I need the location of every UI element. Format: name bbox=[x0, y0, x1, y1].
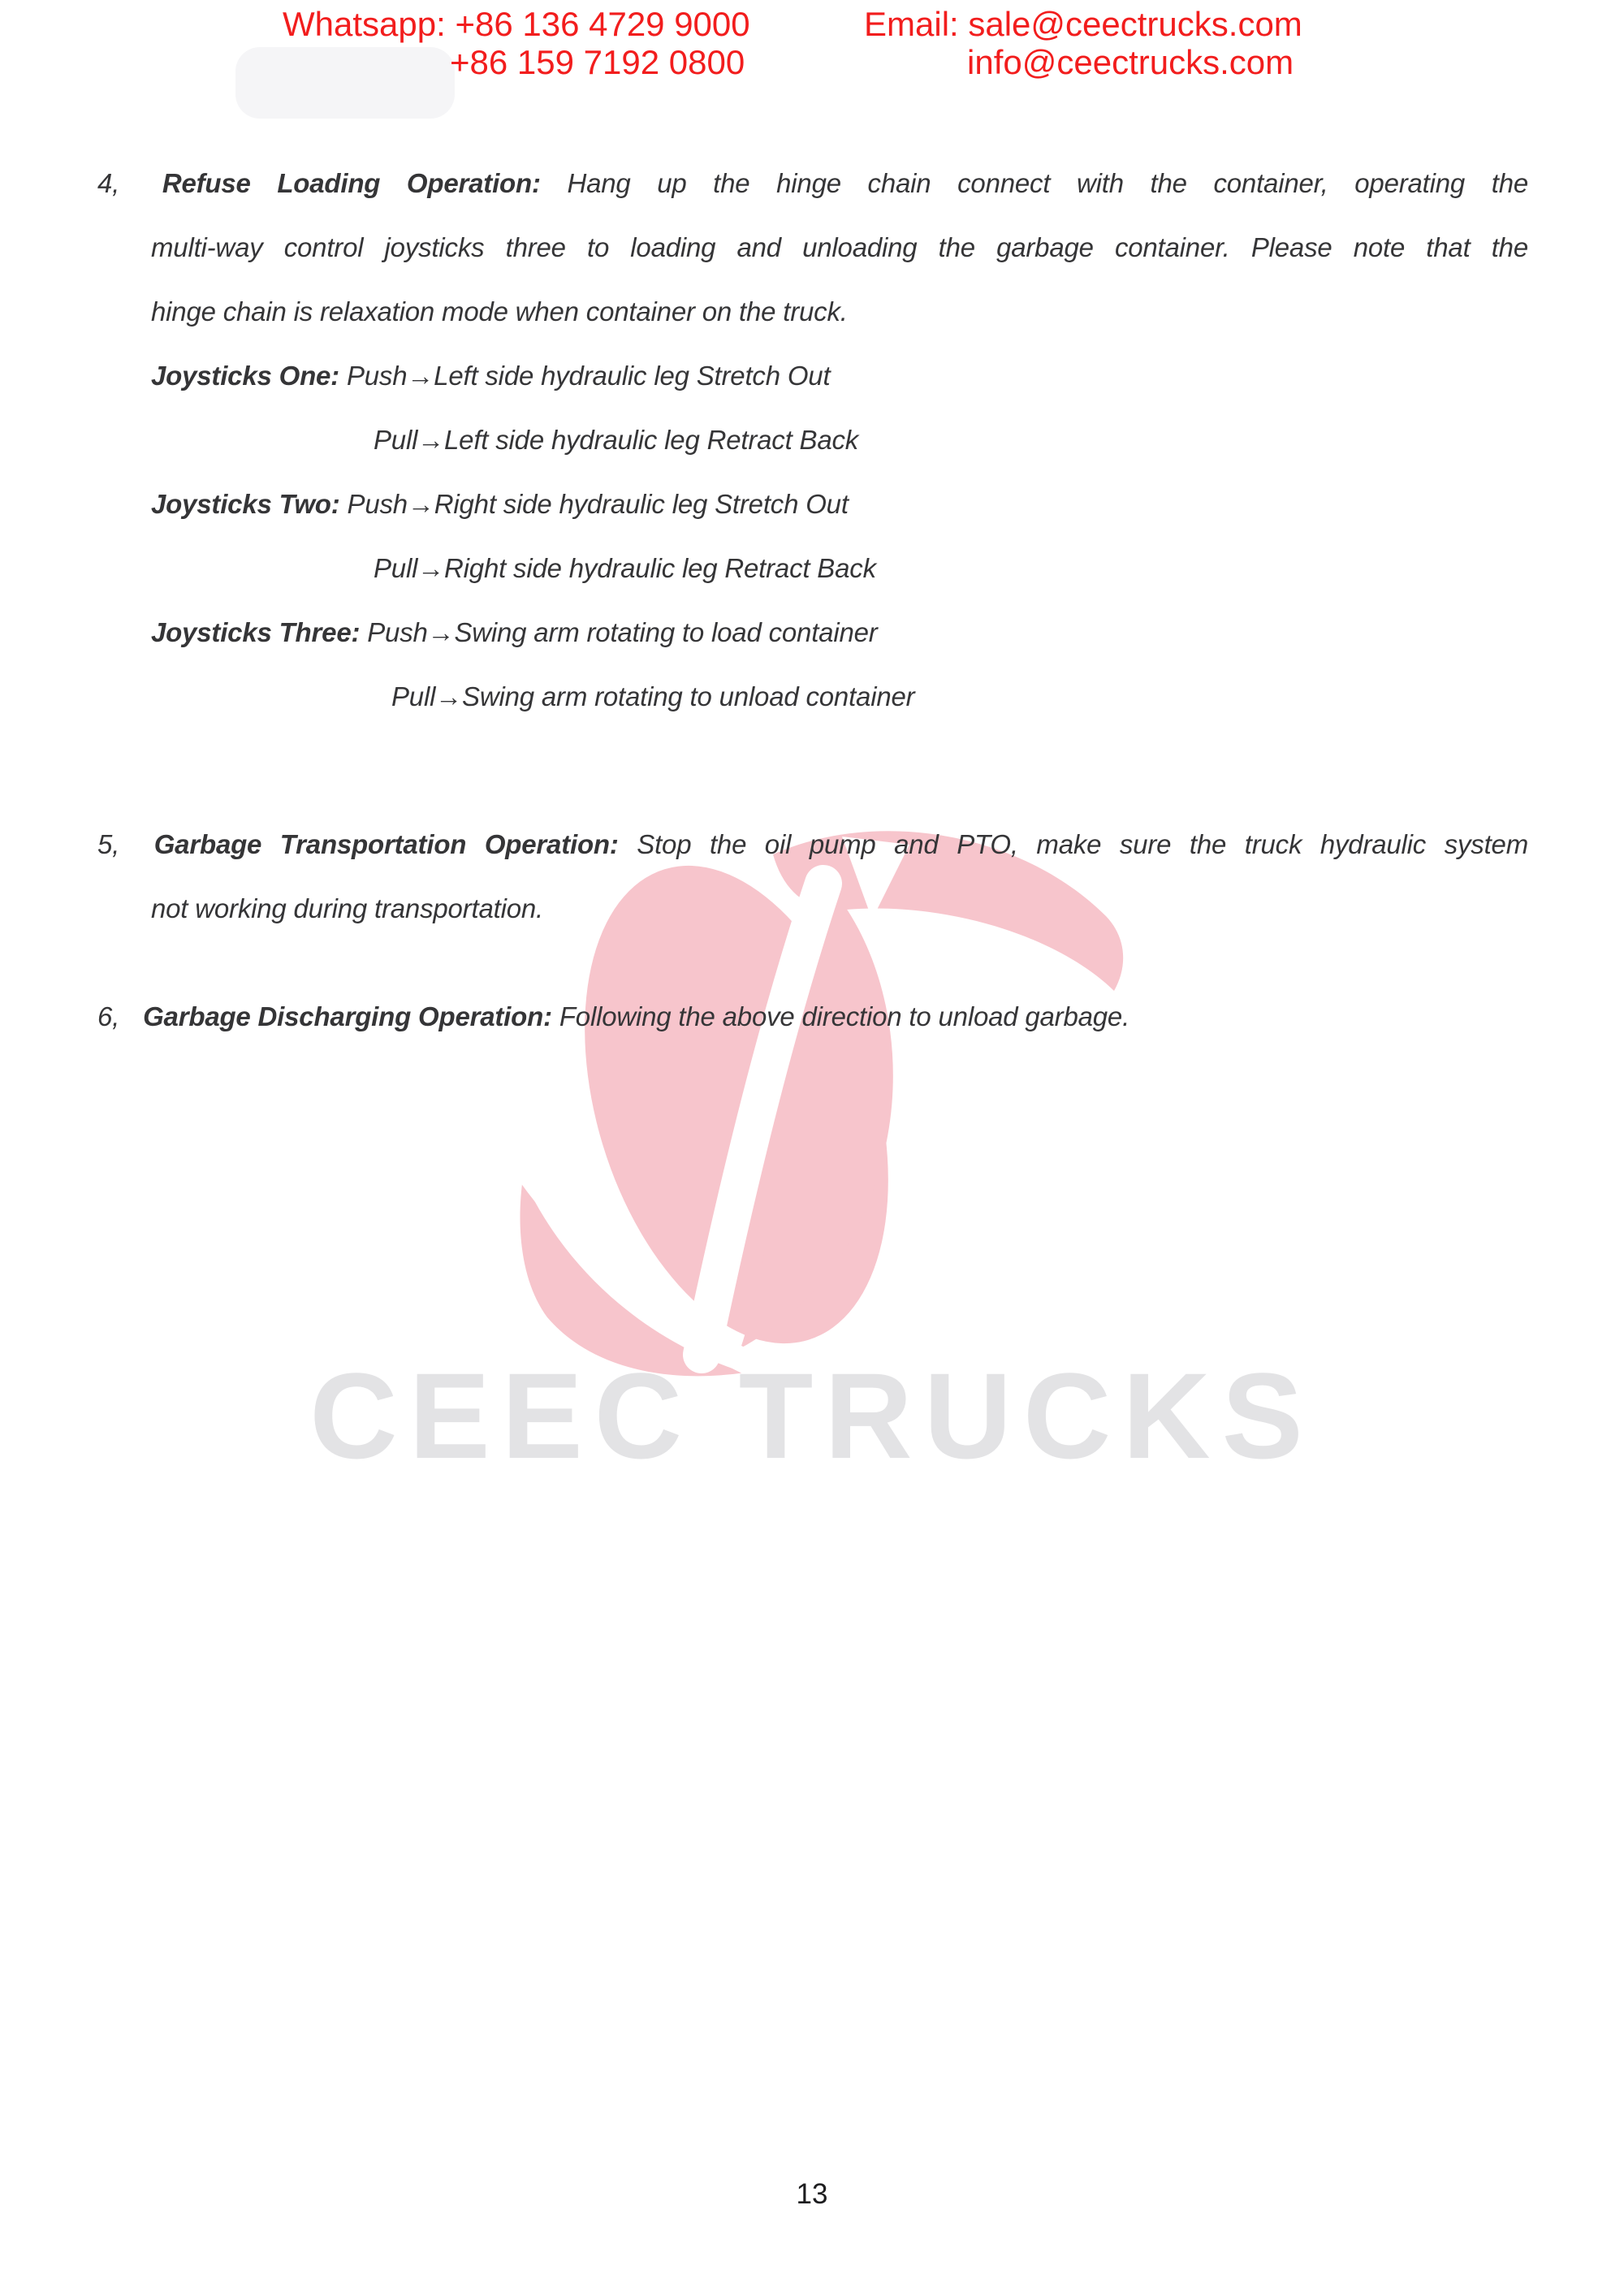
item6-number: 6 , bbox=[97, 1001, 136, 1031]
item4-number: 4 , bbox=[97, 168, 136, 198]
whatsapp-line2: +86 159 7192 0800 bbox=[450, 43, 745, 81]
item4-line3: hinge chain is relaxation mode when container on the truck. bbox=[151, 296, 848, 326]
joystick-two-push: Push→Right side hydraulic leg Stretch Out bbox=[347, 489, 849, 519]
joystick-one-pull-line: Pull→Left side hydraulic leg Retract Back bbox=[374, 425, 859, 455]
item4-line1 bbox=[97, 151, 1528, 215]
item5-line1-text: Stop the oil pump and PTO, make sure the truck hydraulic system bbox=[637, 829, 1529, 859]
item5-number: 5 , bbox=[97, 829, 136, 859]
whatsapp-line1: Whatsapp: +86 136 4729 9000 bbox=[283, 5, 750, 43]
item4-title: Refuse Loading Operation: bbox=[162, 168, 541, 198]
joystick-three-push: Push→Swing arm rotating to load container bbox=[367, 617, 878, 647]
header-email-block bbox=[864, 5, 1302, 81]
item5-line1 bbox=[97, 812, 1528, 876]
joystick-two-label: Joysticks Two: bbox=[151, 489, 340, 519]
joystick-three-label: Joysticks Three: bbox=[151, 617, 361, 647]
item5-line2: not working during transportation. bbox=[151, 893, 543, 923]
item4-line2: multi-way control joysticks three to loading and unloading the garbage container. Please note that the bbox=[151, 232, 1528, 262]
joystick-one-label: Joysticks One: bbox=[151, 361, 339, 391]
item5-title: Garbage Transportation Operation: bbox=[153, 829, 619, 859]
item6-title: Garbage Discharging Operation: bbox=[143, 1001, 552, 1031]
ceec-trucks-text-watermark: CEEC TRUCKS bbox=[309, 1347, 1315, 1484]
header-whatsapp-block bbox=[283, 5, 750, 81]
item6-line bbox=[97, 984, 1528, 1049]
joystick-two-push-line bbox=[151, 472, 1528, 536]
joystick-three-push-line bbox=[151, 600, 1528, 664]
page-number: 13 bbox=[796, 2178, 828, 2210]
document-body bbox=[97, 151, 1528, 1049]
joystick-three-pull-line: Pull→Swing arm rotating to unload container bbox=[391, 681, 915, 711]
email-line2: info@ceectrucks.com bbox=[967, 43, 1294, 81]
joystick-one-push: Push→Left side hydraulic leg Stretch Out bbox=[346, 361, 831, 391]
item4-line1-text: Hang up the hinge chain connect with the container, operating the bbox=[567, 168, 1529, 198]
item6-text: Following the above direction to unload garbage. bbox=[559, 1001, 1130, 1031]
joystick-one-push-line bbox=[151, 344, 1528, 408]
email-line1: Email: sale@ceectrucks.com bbox=[864, 5, 1302, 43]
joystick-two-pull-line: Pull→Right side hydraulic leg Retract Back bbox=[374, 553, 876, 583]
